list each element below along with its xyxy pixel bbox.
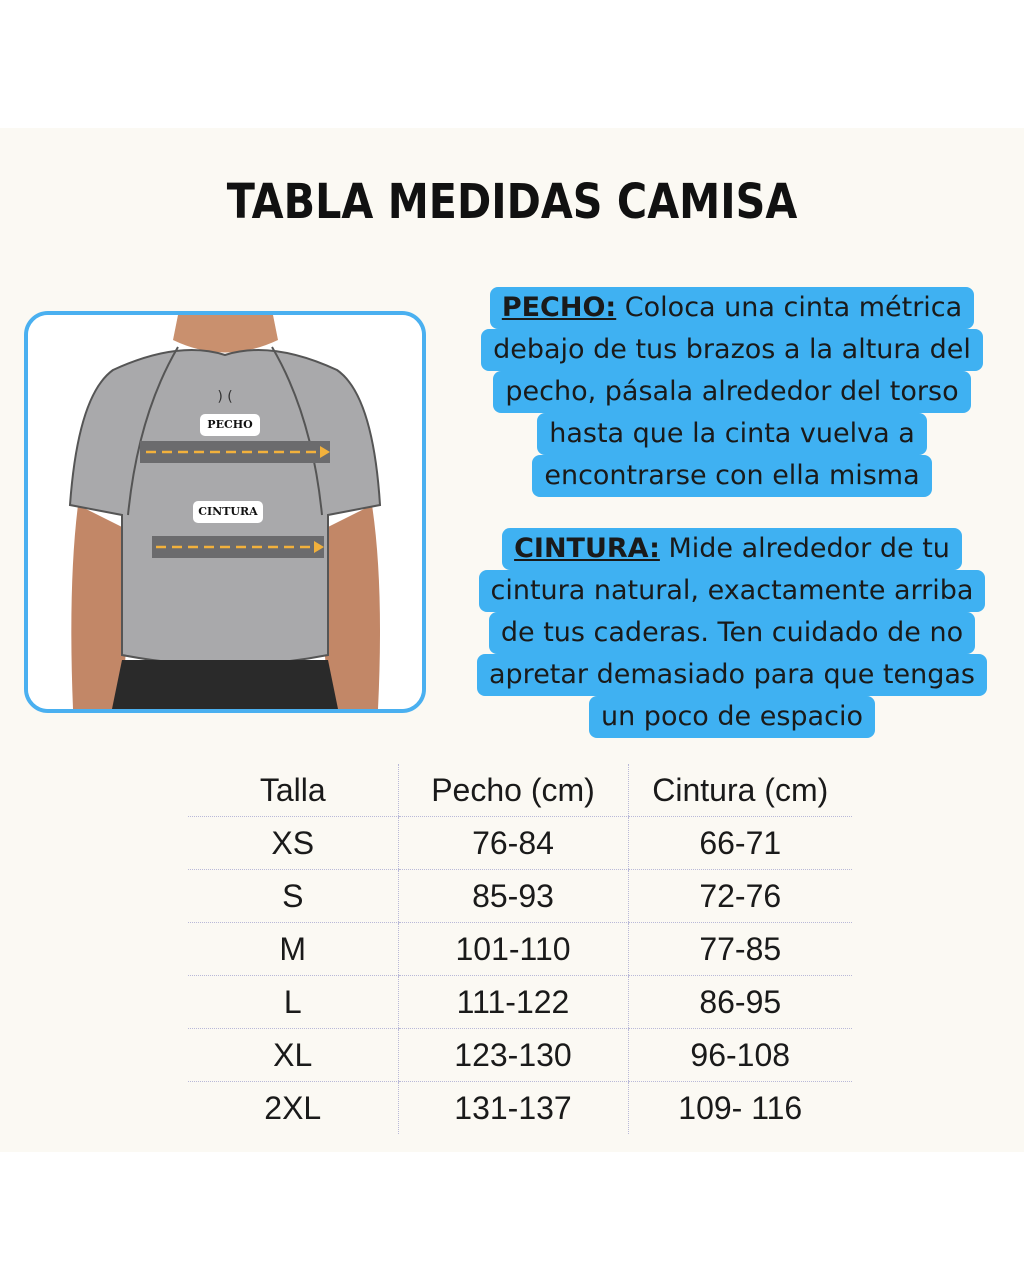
cell-size: L — [188, 976, 398, 1029]
cell-chest: 111-122 — [398, 976, 628, 1029]
cell-waist: 109- 116 — [628, 1082, 852, 1135]
size-table — [188, 764, 852, 1134]
page-title: TABLA MEDIDAS CAMISA — [226, 174, 798, 230]
chest-instructions — [462, 287, 1002, 497]
cell-chest: 85-93 — [398, 870, 628, 923]
table-row — [188, 817, 852, 870]
cell-chest: 76-84 — [398, 817, 628, 870]
waist-instructions — [462, 528, 1002, 738]
cell-size: XS — [188, 817, 398, 870]
chest-line-4: hasta que la cinta vuelva a — [537, 413, 927, 455]
table-row — [188, 1082, 852, 1135]
cell-chest: 101-110 — [398, 923, 628, 976]
table-row — [188, 1029, 852, 1082]
cell-size: 2XL — [264, 1089, 322, 1126]
cell-waist: 96-108 — [628, 1029, 852, 1082]
cell-chest: 131-137 — [398, 1082, 628, 1135]
waist-line-3: de tus caderas. Ten cuidado de no — [489, 612, 975, 654]
chest-tag: PECHO — [200, 414, 260, 436]
cell-waist: 86-95 — [628, 976, 852, 1029]
chest-lead: PECHO: — [501, 292, 617, 323]
table-row — [188, 870, 852, 923]
header-size: Talla — [188, 764, 398, 817]
waist-tag: CINTURA — [193, 501, 263, 523]
cell-waist: 66-71 — [628, 817, 852, 870]
svg-text:) (: ) ( — [217, 389, 233, 405]
table-row — [188, 976, 852, 1029]
chest-line-1: PECHO: Coloca una cinta métrica — [490, 287, 974, 329]
header-chest: Pecho (cm) — [398, 764, 628, 817]
chest-line-5: encontrarse con ella misma — [532, 455, 931, 497]
cell-chest: 123-130 — [398, 1029, 628, 1082]
cell-size: S — [188, 870, 398, 923]
chest-line-2: debajo de tus brazos a la altura del — [481, 329, 983, 371]
waist-line-4: apretar demasiado para que tengas — [477, 654, 987, 696]
cell-waist: 77-85 — [628, 923, 852, 976]
chest-line-3: pecho, pásala alrededor del torso — [493, 371, 970, 413]
waist-lead: CINTURA: — [514, 533, 660, 564]
cell-size: M — [188, 923, 398, 976]
shirt-illustration — [24, 311, 426, 713]
table-row — [188, 923, 852, 976]
waist-line-2: cintura natural, exactamente arriba — [479, 570, 986, 612]
cell-waist: 72-76 — [628, 870, 852, 923]
header-waist: Cintura (cm) — [628, 764, 852, 817]
waist-line-1: CINTURA: Mide alrededor de tu — [502, 528, 962, 570]
waist-line-5: un poco de espacio — [589, 696, 875, 738]
cell-size: XL — [188, 1029, 398, 1082]
table-header-row — [188, 764, 852, 817]
